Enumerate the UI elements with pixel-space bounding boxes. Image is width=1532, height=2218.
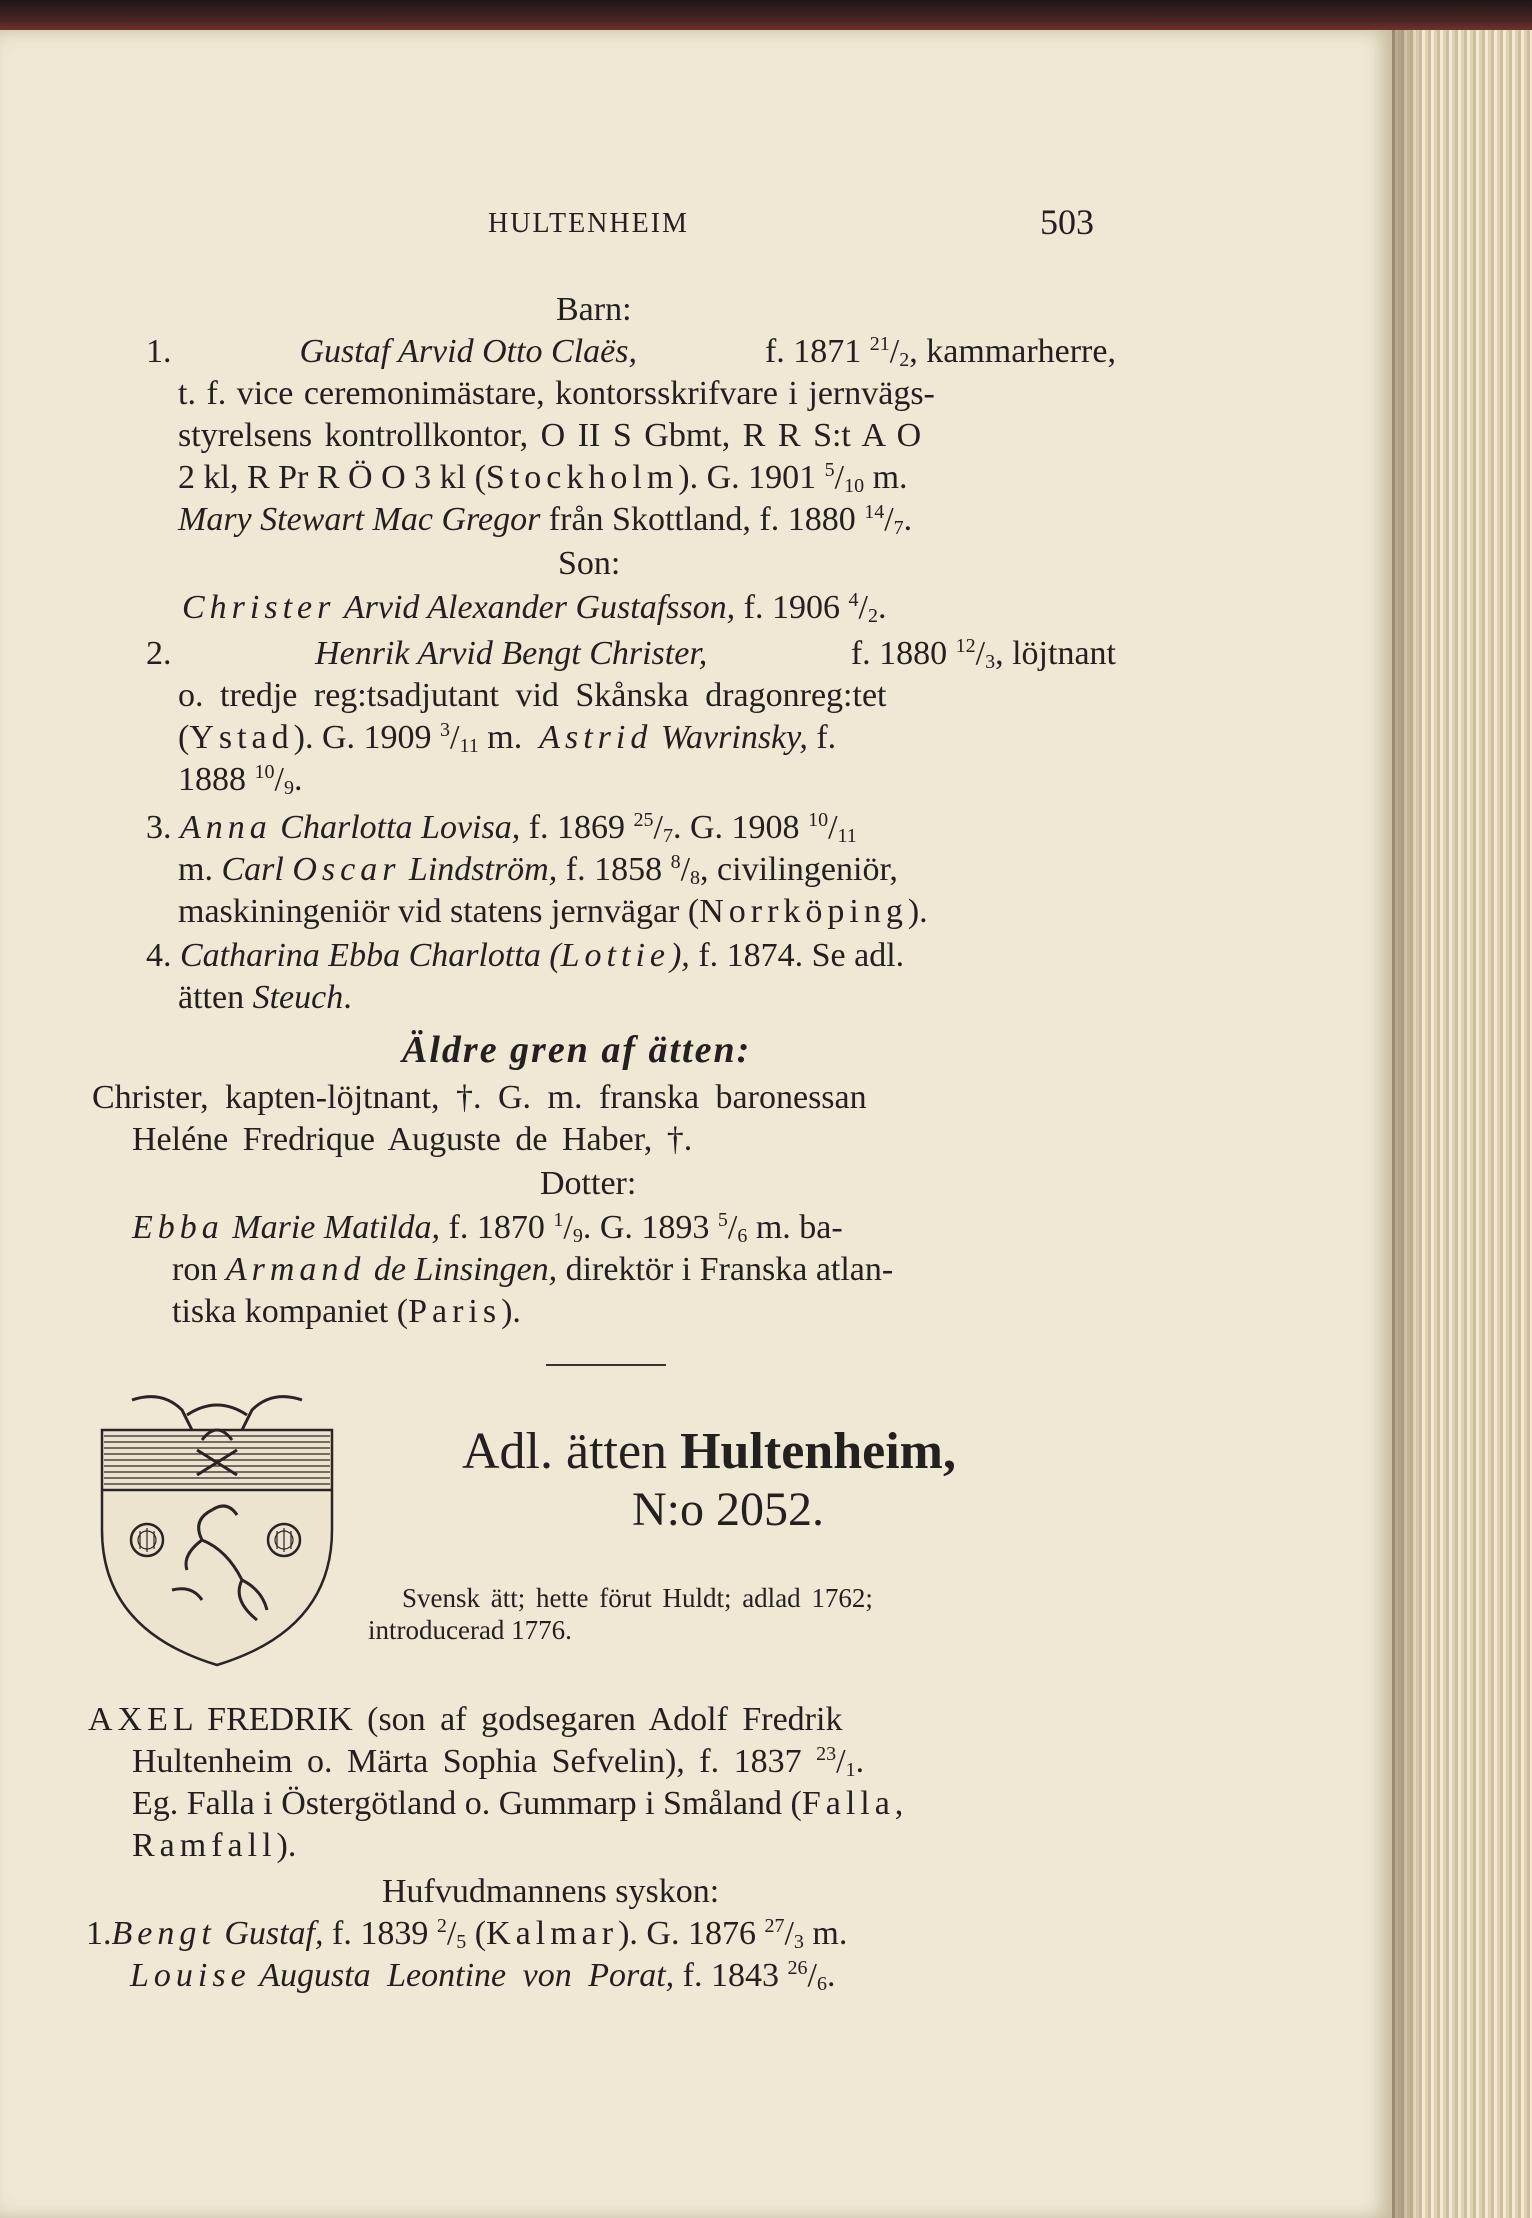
text: ( (178, 719, 190, 756)
date-day: 10 (808, 809, 829, 831)
child-1-line-1 (146, 332, 1116, 376)
text: , civilingeniör, (700, 851, 898, 888)
nickname: Lottie (560, 937, 670, 974)
text: . (855, 1743, 865, 1780)
running-head: HULTENHEIM (488, 208, 689, 239)
date-day: 14 (864, 501, 885, 523)
place-name: Kalmar (486, 1915, 619, 1952)
child-1-line-2: t. f. vice ceremonimästare, kontorsskrifvare i jernvägs- (178, 375, 935, 412)
date-day: 2 (436, 1915, 447, 1937)
date-month: 9 (283, 777, 294, 799)
person-name: Charlotta Lovisa, (280, 809, 521, 846)
text: . G. 1893 (582, 1209, 710, 1246)
person-name: Bengt (111, 1915, 216, 1952)
text: direktör i Franska atlan- (565, 1251, 894, 1288)
head-of-family-line-4 (132, 1826, 296, 1866)
head-of-family-line-3 (132, 1784, 908, 1824)
child-number: 4. (146, 937, 172, 974)
text: ). (907, 893, 928, 930)
daughter-line-1: Ebba Marie Matilda, f. 1870 $^1/_9$. G. 1893 $^5/_6$ m. ba- (132, 1209, 843, 1247)
text: m. (803, 1915, 848, 1952)
person-name: AXEL (88, 1701, 199, 1738)
text: . (343, 979, 352, 1016)
text: maskiningeniör vid statens jernvägar ( (178, 893, 700, 930)
date-month: 11 (837, 825, 857, 847)
child-2-line-4: 1888 $^{10}/_9$. (178, 761, 303, 799)
page-number: 503 (1040, 202, 1094, 242)
text: m. (478, 719, 523, 756)
date-day: 25 (633, 809, 654, 831)
title-text: , kammarherre, (909, 333, 1116, 370)
text: f. 1869 (528, 809, 626, 846)
head-of-family-line-1 (88, 1700, 842, 1740)
child-4-line-1 (146, 936, 904, 976)
text: m. ba- (747, 1209, 843, 1246)
date-day: 27 (764, 1915, 785, 1937)
spouse-name: Lindström, (408, 851, 558, 888)
text: ätten (178, 979, 245, 1016)
text: m. (864, 459, 908, 496)
child-3-line-1: 3. Anna Charlotta Lovisa, f. 1869 $^{25}/_7$. G. 1908 $^{10}/_{11}$ (146, 809, 857, 847)
date-month: 9 (572, 1225, 583, 1247)
family-name: Hultenheim, (680, 1423, 956, 1480)
spouse-name: Mary Stewart Mac Gregor (178, 501, 541, 538)
place-name: Falla, (801, 1785, 909, 1822)
older-branch-line-1: Christer, kapten-löjtnant, †. G. m. franska baronessan (92, 1079, 867, 1116)
spouse-name: Wavrinsky, (660, 719, 808, 756)
family-title (462, 1424, 956, 1480)
text: f. 1906 (743, 589, 840, 626)
date-day: 21 (869, 333, 890, 355)
person-name: Catharina Ebba Charlotta ( (180, 937, 561, 974)
date-month: 7 (663, 825, 673, 847)
child-2-line-2: o. tredje reg:tsadjutant vid Skånska dragonreg:tet (178, 677, 887, 714)
text: Eg. Falla i Östergötland o. Gummarp i Småland ( (132, 1785, 802, 1822)
older-branch-line-2: Heléne Fredrique Auguste de Haber, †. (132, 1121, 693, 1158)
date-day: 26 (787, 1957, 808, 1979)
sibling-1-line-2: Louise Augusta Leontine von Porat, f. 1843 $^{26}/_6$. (130, 1957, 836, 1995)
family-name: Steuch (252, 979, 344, 1016)
text: . (877, 589, 887, 626)
coat-of-arms-image (92, 1390, 342, 1670)
text: FREDRIK (son af godsegaren Adolf Fredrik (207, 1701, 843, 1738)
spouse-name: Astrid (539, 719, 653, 756)
text: ). G. 1901 (678, 459, 817, 496)
date-day: 5 (824, 459, 835, 481)
date-day: 1 (553, 1209, 564, 1231)
date-day: 12 (955, 635, 976, 657)
spouse-name: Augusta Leontine von Porat, (259, 1957, 675, 1994)
text: ). G. 1876 (618, 1915, 756, 1952)
spouse-name: Carl (221, 851, 284, 888)
grandson-line: Christer Arvid Alexander Gustafsson, f. 1906 $^4/_2$. (182, 589, 887, 627)
person-name: Anna (180, 809, 272, 846)
date-month: 6 (737, 1225, 748, 1247)
text: tiska kompaniet ( (172, 1293, 409, 1330)
spouse-name: Oscar (292, 851, 401, 888)
spouse-name: Louise (130, 1957, 251, 1994)
date-month: 5 (456, 1931, 467, 1953)
date-month: 3 (793, 1931, 804, 1953)
date-month: 10 (844, 475, 865, 497)
text: från Skottland, f. 1880 (548, 501, 856, 538)
family-description-line-2: introducerad 1776. (368, 1615, 572, 1645)
text: ). G. 1909 (293, 719, 432, 756)
text: 2 kl, R Pr R Ö O 3 kl ( (178, 459, 486, 496)
date-month: 7 (893, 517, 904, 539)
birth-year: f. 1880 (850, 635, 948, 672)
text: ). (276, 1827, 297, 1864)
birth-date: f. 1871 $^{21}/_2$, kammarherre, (764, 333, 1116, 371)
place-name: Ystad (189, 719, 294, 756)
text: ). (501, 1293, 521, 1330)
date-day: 10 (254, 761, 275, 783)
older-branch-heading: Äldre gren af ätten: (402, 1029, 752, 1071)
daughter-line-3 (172, 1292, 521, 1332)
child-number: 3. (146, 809, 172, 846)
date-month: 11 (459, 735, 479, 757)
text: f. 1839 (332, 1915, 429, 1952)
daughter-line-2 (172, 1250, 893, 1290)
child-1-line-3: styrelsens kontrollkontor, O II S Gbmt, R R S:t A O (178, 417, 922, 454)
child-2-line-1 (146, 634, 1116, 678)
daughter-heading: Dotter: (540, 1165, 637, 1202)
child-number: 2. (146, 635, 172, 672)
person-name: ), (669, 937, 690, 974)
child-1-line-4: 2 kl, R Pr R Ö O 3 kl (Stockholm). G. 1901 $^5/_{10}$ m. (178, 459, 908, 497)
person-name: Christer (182, 589, 336, 626)
child-number: 1. (86, 1915, 112, 1952)
son-heading: Son: (558, 545, 621, 582)
text: f. (816, 719, 837, 756)
sibling-1-line-1: 1.Bengt Gustaf, f. 1839 $^2/_5$ (Kalmar). G. 1876 $^{27}/_3$ m. (86, 1915, 848, 1953)
text: . (903, 501, 913, 538)
place-name: Ramfall (132, 1827, 277, 1864)
date-day: 8 (670, 851, 681, 873)
text: ron (172, 1251, 218, 1288)
place-name: Paris (408, 1293, 502, 1330)
place-name: Norrköping (699, 893, 908, 930)
family-description-line-1: Svensk ätt; hette förut Huldt; adlad 1762; (402, 1583, 873, 1613)
person-name: Gustaf, (224, 1915, 324, 1952)
title-text: , löjtnant (995, 635, 1116, 672)
child-3-line-3 (178, 892, 928, 932)
date-month: 1 (845, 1759, 856, 1781)
person-name: Arvid Alexander Gustafsson, (343, 589, 736, 626)
date-day: 3 (440, 719, 451, 741)
spouse-name: de Linsingen, (373, 1251, 558, 1288)
text: f. 1858 (565, 851, 663, 888)
section-heading-barn: Barn: (556, 291, 632, 328)
date-month: 6 (816, 1973, 827, 1995)
person-name: Ebba (132, 1209, 224, 1246)
text: m. (178, 851, 213, 888)
place-name: Stockholm (485, 459, 679, 496)
text: . (293, 761, 303, 798)
date-day: 4 (848, 589, 859, 611)
person-name: Henrik Arvid Bengt Christer, (315, 635, 708, 672)
section-divider (546, 1364, 666, 1366)
head-of-family-line-2: Hultenheim o. Märta Sophia Sefvelin), f. 1837 $^{23}/_1$. (132, 1743, 865, 1781)
siblings-heading: Hufvudmannens syskon: (382, 1873, 720, 1910)
person-name: Gustaf Arvid Otto Claës, (299, 333, 637, 370)
text: . (826, 1957, 836, 1994)
date-month: 3 (985, 651, 996, 673)
birth-year: 1888 (178, 761, 246, 798)
family-number: N:o 2052. (632, 1483, 824, 1536)
text: ( (466, 1915, 487, 1952)
date-month: 2 (867, 605, 878, 627)
date-month: 8 (690, 867, 701, 889)
child-number: 1. (146, 333, 172, 370)
text: . G. 1908 (673, 809, 800, 846)
child-3-line-2: m. Carl Oscar Lindström, f. 1858 $^8/_8$, civilingeniör, (178, 851, 898, 889)
date-day: 5 (717, 1209, 728, 1231)
date-day: 23 (816, 1743, 837, 1765)
birth-date: f. 1880 $^{12}/_3$, löjtnant (850, 635, 1116, 673)
child-1-line-5: Mary Stewart Mac Gregor från Skottland, f. 1880 $^{14}/_7$. (178, 501, 913, 539)
birth-year: f. 1871 (764, 333, 862, 370)
text: f. 1870 (448, 1209, 545, 1246)
page-gutter-shadow (1392, 30, 1422, 2218)
person-name: Marie Matilda, (232, 1209, 441, 1246)
spouse-name: Armand (225, 1251, 366, 1288)
text: f. 1843 (682, 1957, 779, 1994)
child-2-line-3: (Ystad). G. 1909 $^3/_{11}$ m. Astrid Wavrinsky, f. (178, 719, 837, 757)
title-prefix: Adl. ätten (462, 1423, 668, 1480)
text: f. 1874. Se adl. (698, 937, 905, 974)
text: Hultenheim o. Märta Sophia Sefvelin), f. 1837 (132, 1743, 802, 1780)
date-month: 2 (899, 349, 910, 371)
child-4-line-2 (178, 978, 352, 1018)
